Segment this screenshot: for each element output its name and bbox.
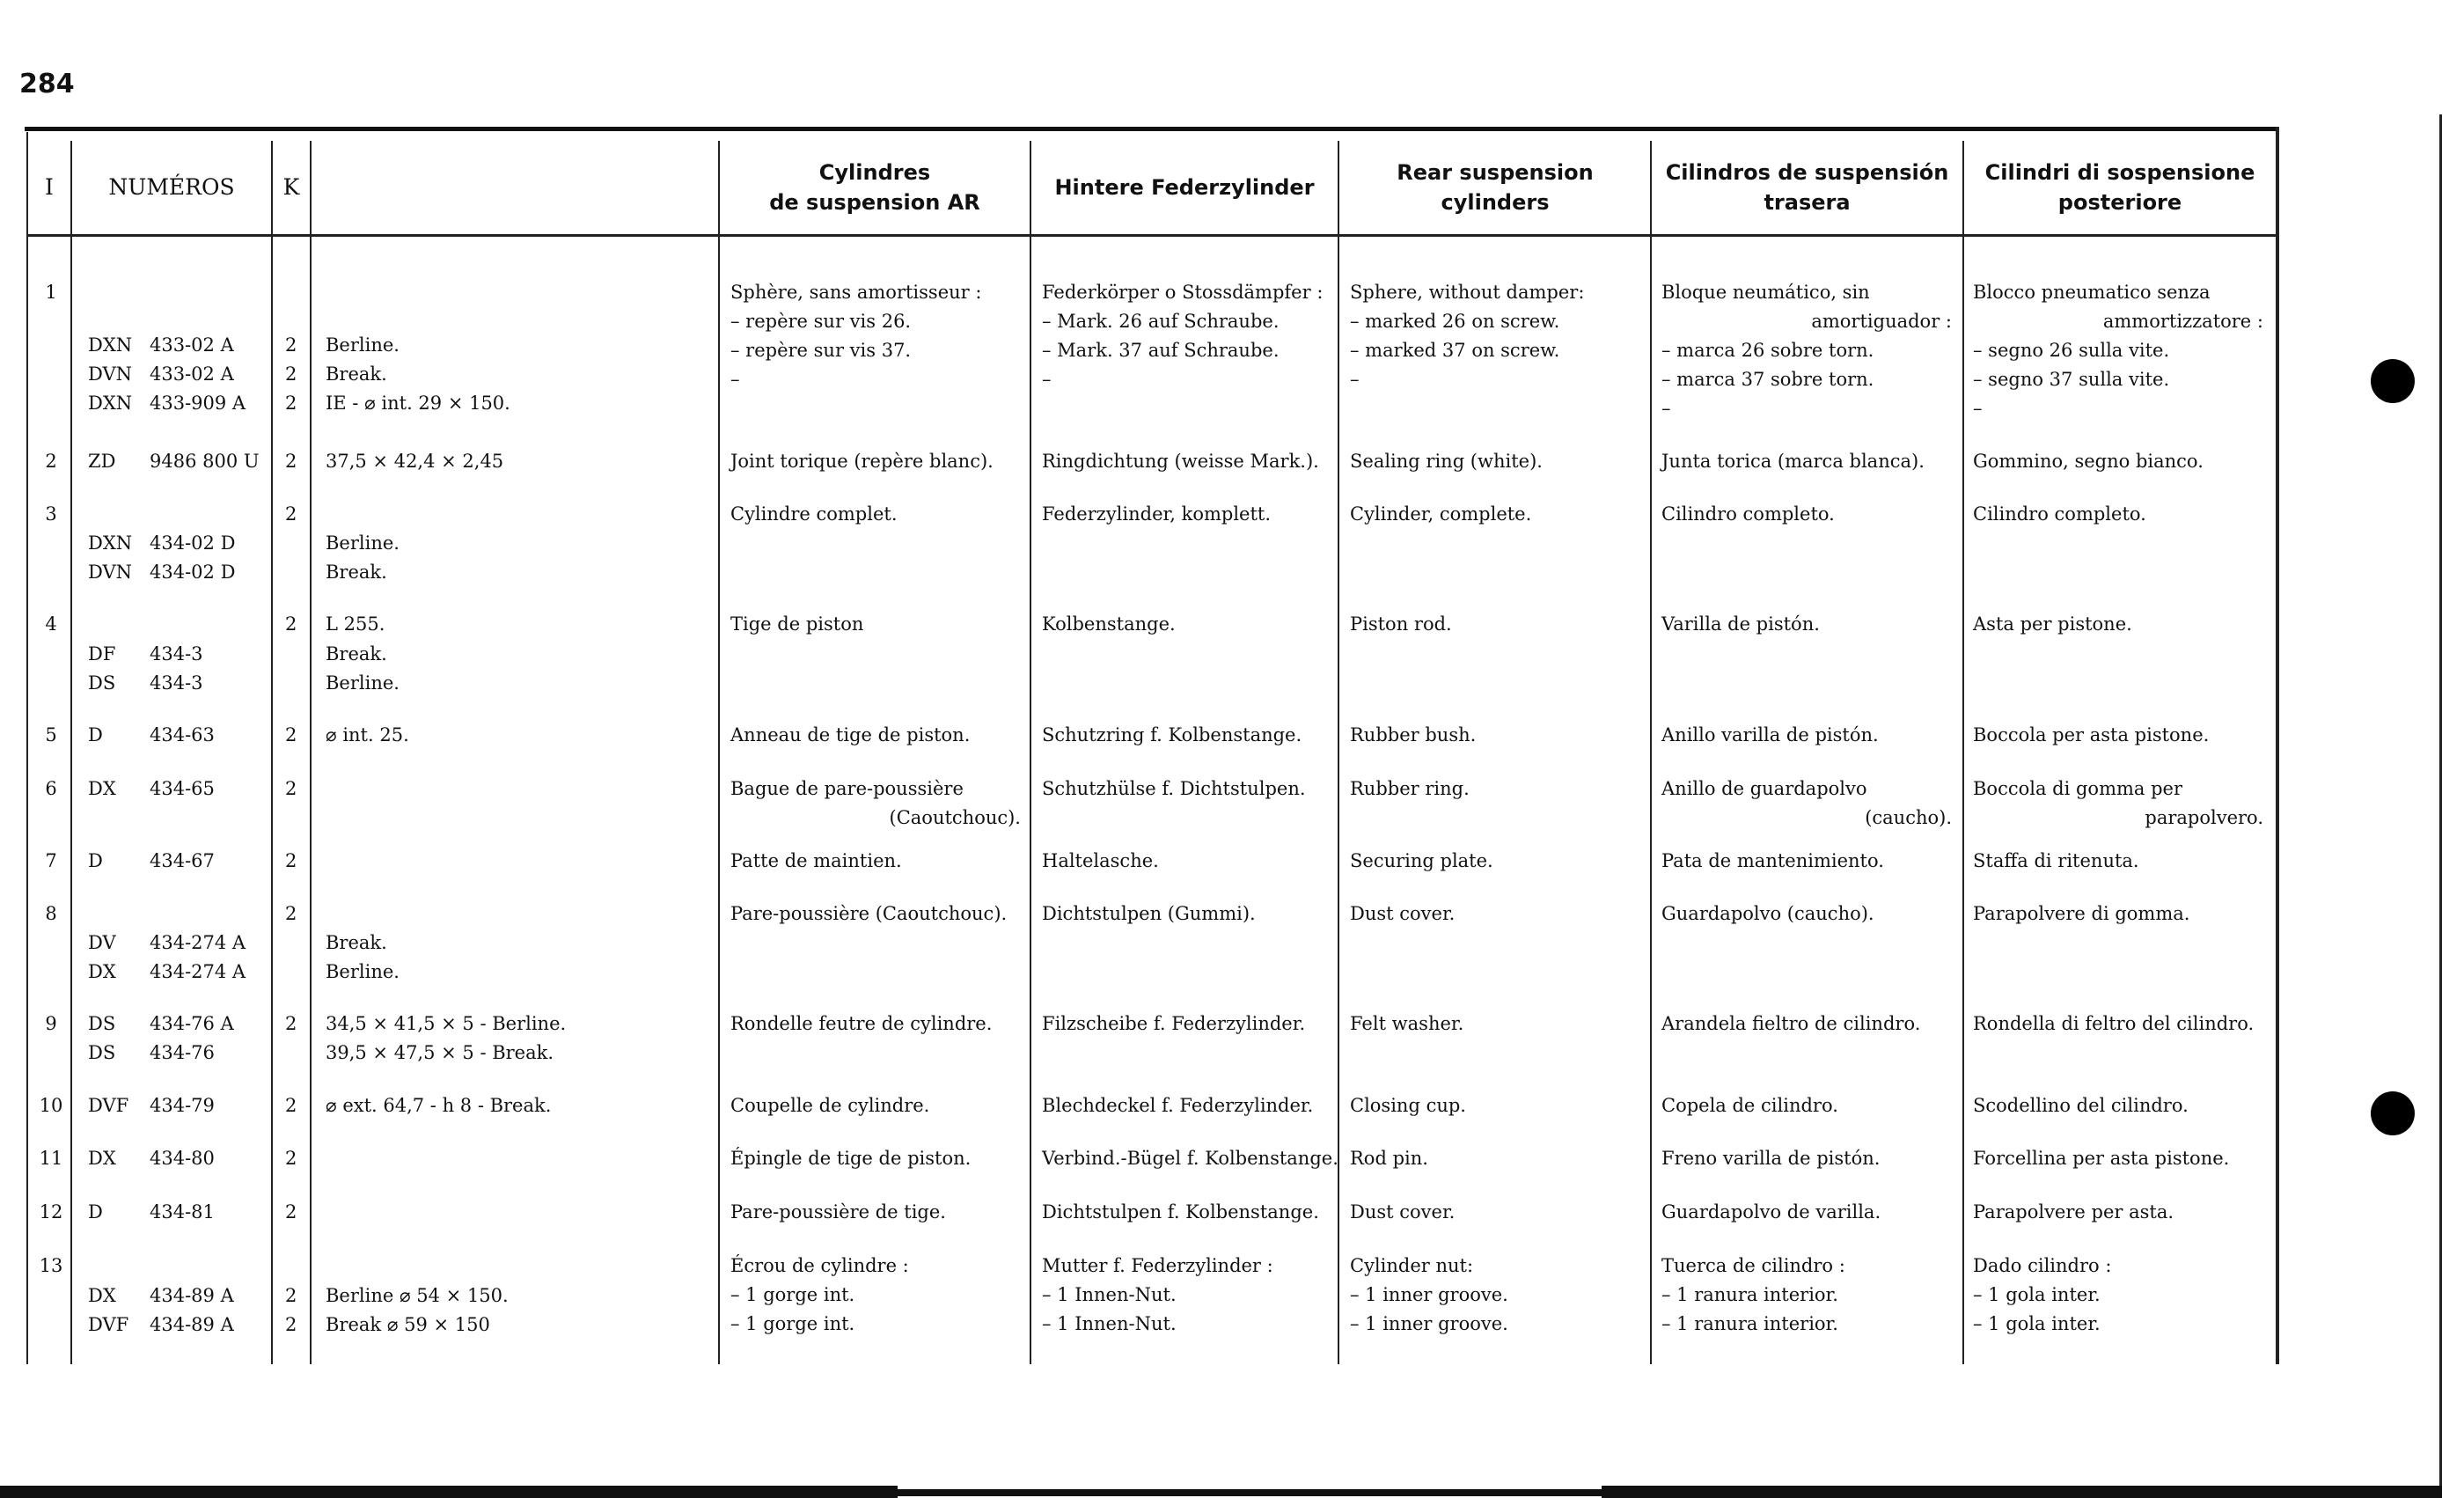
column-rule [70,141,72,1364]
row-index: 2 [45,451,57,472]
part-prefix: ZD [88,451,116,472]
column-rule [1962,141,1964,1364]
part-description: Berline. [326,334,400,356]
part-prefix: DXN [88,334,133,356]
part-prefix: DXN [88,532,133,554]
italian-text: Rondella di feltro del cilindro. [1973,1013,2255,1034]
header-french: Cylindres de suspension AR [769,159,980,215]
part-prefix: DVN [88,363,133,385]
german-text: Kolbenstange. [1042,613,1176,635]
row-index: 12 [39,1201,63,1223]
french-text: Coupelle de cylindre. [730,1095,930,1116]
part-number [88,643,203,665]
part-code: 433-909 A [150,393,246,414]
row-index: 3 [45,503,57,525]
part-code: 434-3 [150,672,203,694]
part-number [88,1314,234,1335]
italian-text: Staffa di ritenuta. [1973,850,2139,871]
row-index: 4 [45,613,57,635]
spanish-text: Bloque neumático, sin [1661,282,1870,303]
part-code: 434-02 D [150,532,236,554]
german-text: Haltelasche. [1042,850,1159,871]
part-number [88,932,246,953]
part-description: Break. [326,932,387,953]
german-text: Dichtstulpen f. Kolbenstange. [1042,1201,1319,1223]
row-index: 8 [45,903,57,924]
french-text: – repère sur vis 37. [730,340,912,361]
english-text: – [1350,369,1360,390]
column-rule [1650,141,1652,1364]
part-code: 434-274 A [150,932,246,953]
spanish-text: – marca 37 sobre torn. [1661,369,1874,390]
english-text: – 1 inner groove. [1350,1284,1508,1305]
part-description: Break. [326,562,387,583]
quantity-k: 2 [285,613,297,635]
english-text: Dust cover. [1350,903,1456,924]
french-text: Cylindre complet. [730,503,898,525]
header-english: Rear suspension cylinders [1397,159,1594,215]
binding-hole-icon [2371,1091,2415,1135]
french-text: Épingle de tige de piston. [730,1148,972,1169]
part-code: 434-89 A [150,1285,234,1306]
part-code: 433-02 A [150,363,234,385]
part-code: 9486 800 U [150,451,260,472]
header-spanish: Cilindros de suspensión trasera [1665,159,1949,215]
part-number [88,1042,215,1063]
part-description: Break ⌀ 59 × 150 [326,1314,490,1335]
part-prefix: D [88,724,103,745]
quantity-k: 2 [285,1148,297,1169]
page-number: 284 [19,69,75,99]
row-index: 13 [39,1255,63,1276]
french-text: Pare-poussière de tige. [730,1201,946,1223]
table-right-rule [2276,127,2279,1364]
part-prefix: DX [88,961,116,982]
spanish-text: – [1661,398,1671,419]
part-prefix: DX [88,1285,116,1306]
part-number [88,451,260,472]
quantity-k: 2 [285,903,297,924]
french-text: (Caoutchouc). [889,807,1021,828]
part-code: 434-67 [150,850,215,871]
part-description: 34,5 × 41,5 × 5 - Berline. [326,1013,567,1034]
spanish-text: Arandela fieltro de cilindro. [1661,1013,1921,1034]
part-number [88,724,215,745]
part-code: 434-80 [150,1148,215,1169]
part-description: 39,5 × 47,5 × 5 - Break. [326,1042,554,1063]
part-prefix: DVF [88,1314,129,1335]
english-text: – 1 inner groove. [1350,1313,1508,1334]
row-index: 5 [45,724,57,745]
part-number [88,363,234,385]
spanish-text: Freno varilla de pistón. [1661,1148,1881,1169]
part-description: Berline. [326,961,400,982]
german-text: Verbind.-Bügel f. Kolbenstange. [1042,1148,1338,1169]
part-code: 433-02 A [150,334,234,356]
french-text: – 1 gorge int. [730,1313,855,1334]
english-text: Sealing ring (white). [1350,451,1543,472]
french-text: – repère sur vis 26. [730,311,912,332]
part-prefix: DS [88,1042,116,1063]
row-index: 7 [45,850,57,871]
part-code: 434-63 [150,724,215,745]
quantity-k: 2 [285,363,297,385]
german-text: – 1 Innen-Nut. [1042,1284,1177,1305]
italian-text: Boccola per asta pistone. [1973,724,2210,745]
part-code: 434-89 A [150,1314,234,1335]
part-description: ⌀ ext. 64,7 - h 8 - Break. [326,1095,552,1116]
italian-text: Scodellino del cilindro. [1973,1095,2189,1116]
english-text: Sphere, without damper: [1350,282,1585,303]
german-text: – [1042,369,1052,390]
english-text: Rubber bush. [1350,724,1477,745]
part-code: 434-79 [150,1095,215,1116]
part-description: IE - ⌀ int. 29 × 150. [326,393,510,414]
part-number [88,532,235,554]
spanish-text: Guardapolvo (caucho). [1661,903,1874,924]
row-index: 10 [39,1095,63,1116]
italian-text: Forcellina per asta pistone. [1973,1148,2230,1169]
french-text: Joint torique (repère blanc). [730,451,994,472]
part-prefix: D [88,850,103,871]
english-text: Closing cup. [1350,1095,1466,1116]
quantity-k: 2 [285,1095,297,1116]
part-number [88,562,235,583]
part-number [88,850,215,871]
part-description: L 255. [326,613,385,635]
part-number [88,393,246,414]
german-text: Dichtstulpen (Gummi). [1042,903,1256,924]
column-rule [1338,141,1339,1364]
column-rule [1030,141,1031,1364]
spanish-text: Pata de mantenimiento. [1661,850,1884,871]
french-text: – [730,369,740,390]
part-description: ⌀ int. 25. [326,724,409,745]
french-text: Tige de piston [730,613,864,635]
french-text: Patte de maintien. [730,850,902,871]
quantity-k: 2 [285,451,297,472]
part-code: 434-65 [150,778,215,799]
part-number [88,1201,215,1223]
spanish-text: Guardapolvo de varilla. [1661,1201,1881,1223]
english-text: – marked 37 on screw. [1350,340,1560,361]
italian-text: Dado cilindro : [1973,1255,2112,1276]
page-edge-rule [2439,114,2442,1496]
german-text: Schutzhülse f. Dichtstulpen. [1042,778,1306,799]
spanish-text: Anillo varilla de pistón. [1661,724,1879,745]
italian-text: – [1973,398,1983,419]
french-text: Pare-poussière (Caoutchouc). [730,903,1008,924]
part-prefix: DS [88,1013,116,1034]
italian-text: parapolvero. [2145,807,2263,828]
part-number [88,961,246,982]
quantity-k: 2 [285,334,297,356]
quantity-k: 2 [285,503,297,525]
part-description: 37,5 × 42,4 × 2,45 [326,451,504,472]
german-text: Schutzring f. Kolbenstange. [1042,724,1302,745]
spanish-text: – 1 ranura interior. [1661,1284,1838,1305]
english-text: – marked 26 on screw. [1350,311,1560,332]
part-prefix: DVN [88,562,133,583]
german-text: Blechdeckel f. Federzylinder. [1042,1095,1314,1116]
french-text: Écrou de cylindre : [730,1255,909,1276]
part-code: 434-76 A [150,1013,234,1034]
part-code: 434-02 D [150,562,236,583]
part-number [88,672,203,694]
header-numeros: NUMÉROS [108,173,235,200]
french-text: Sphère, sans amortisseur : [730,282,982,303]
french-text: Bague de pare-poussière [730,778,964,799]
spanish-text: amortiguador : [1811,311,1952,332]
part-code: 434-76 [150,1042,215,1063]
spanish-text: – 1 ranura interior. [1661,1313,1838,1334]
spanish-text: Tuerca de cilindro : [1661,1255,1845,1276]
quantity-k: 2 [285,1314,297,1335]
row-index: 9 [45,1013,57,1034]
binding-hole-icon [2371,359,2415,403]
french-text: Rondelle feutre de cylindre. [730,1013,993,1034]
part-description: Berline. [326,532,400,554]
part-code: 434-81 [150,1201,215,1223]
row-index: 11 [39,1148,63,1169]
english-text: Securing plate. [1350,850,1493,871]
quantity-k: 2 [285,778,297,799]
column-rule [26,132,28,1364]
part-code: 434-3 [150,643,203,665]
italian-text: – 1 gola inter. [1973,1284,2101,1305]
part-description: Berline ⌀ 54 × 150. [326,1285,509,1306]
english-text: Piston rod. [1350,613,1452,635]
part-description: Break. [326,363,387,385]
french-text: Anneau de tige de piston. [730,724,971,745]
part-description: Berline. [326,672,400,694]
german-text: Federkörper o Stossdämpfer : [1042,282,1324,303]
table-top-rule [25,127,2277,131]
english-text: Dust cover. [1350,1201,1456,1223]
spanish-text: Anillo de guardapolvo [1661,778,1867,799]
german-text: – Mark. 26 auf Schraube. [1042,311,1280,332]
italian-text: Parapolvere per asta. [1973,1201,2174,1223]
spanish-text: (caucho). [1865,807,1952,828]
part-description: Break. [326,643,387,665]
italian-text: Asta per pistone. [1973,613,2132,635]
header-italian: Cilindri di sospensione posteriore [1984,159,2255,215]
header-k: K [282,173,300,200]
spanish-text: Cilindro completo. [1661,503,1835,525]
part-prefix: DF [88,643,116,665]
italian-text: Gommino, segno bianco. [1973,451,2204,472]
part-prefix: DX [88,1148,116,1169]
english-text: Rod pin. [1350,1148,1428,1169]
italian-text: Parapolvere di gomma. [1973,903,2190,924]
german-text: Ringdichtung (weisse Mark.). [1042,451,1319,472]
quantity-k: 2 [285,724,297,745]
english-text: Rubber ring. [1350,778,1470,799]
german-text: – Mark. 37 auf Schraube. [1042,340,1280,361]
part-prefix: D [88,1201,103,1223]
english-text: Felt washer. [1350,1013,1464,1034]
italian-text: Boccola di gomma per [1973,778,2183,799]
italian-text: – segno 26 sulla vite. [1973,340,2170,361]
quantity-k: 2 [285,850,297,871]
header-german: Hintere Federzylinder [1054,174,1315,200]
german-text: Federzylinder, komplett. [1042,503,1272,525]
spanish-text: Junta torica (marca blanca). [1661,451,1925,472]
quantity-k: 2 [285,1285,297,1306]
german-text: Filzscheibe f. Federzylinder. [1042,1013,1306,1034]
row-index: 1 [45,282,57,303]
spanish-text: Copela de cilindro. [1661,1095,1838,1116]
quantity-k: 2 [285,1201,297,1223]
part-number [88,334,234,356]
column-rule [718,141,720,1364]
italian-text: Blocco pneumatico senza [1973,282,2211,303]
part-prefix: DV [88,932,116,953]
german-text: Mutter f. Federzylinder : [1042,1255,1273,1276]
quantity-k: 2 [285,393,297,414]
row-index: 6 [45,778,57,799]
quantity-k: 2 [285,1013,297,1034]
part-number [88,1095,215,1116]
part-prefix: DS [88,672,116,694]
part-prefix: DXN [88,393,133,414]
italian-text: Cilindro completo. [1973,503,2146,525]
english-text: Cylinder, complete. [1350,503,1532,525]
spanish-text: – marca 26 sobre torn. [1661,340,1874,361]
part-number [88,778,215,799]
part-number [88,1013,234,1034]
column-rule [310,141,312,1364]
english-text: Cylinder nut: [1350,1255,1474,1276]
part-number [88,1285,234,1306]
italian-text: – segno 37 sulla vite. [1973,369,2170,390]
italian-text: – 1 gola inter. [1973,1313,2101,1334]
part-code: 434-274 A [150,961,246,982]
spanish-text: Varilla de pistón. [1661,613,1820,635]
header-rule [26,234,2276,237]
part-number [88,1148,215,1169]
header-index: I [45,173,54,200]
part-prefix: DVF [88,1095,129,1116]
column-rule [271,141,273,1364]
italian-text: ammortizzatore : [2102,311,2263,332]
german-text: – 1 Innen-Nut. [1042,1313,1177,1334]
part-prefix: DX [88,778,116,799]
french-text: – 1 gorge int. [730,1284,855,1305]
bottom-bar [898,1489,1602,1496]
